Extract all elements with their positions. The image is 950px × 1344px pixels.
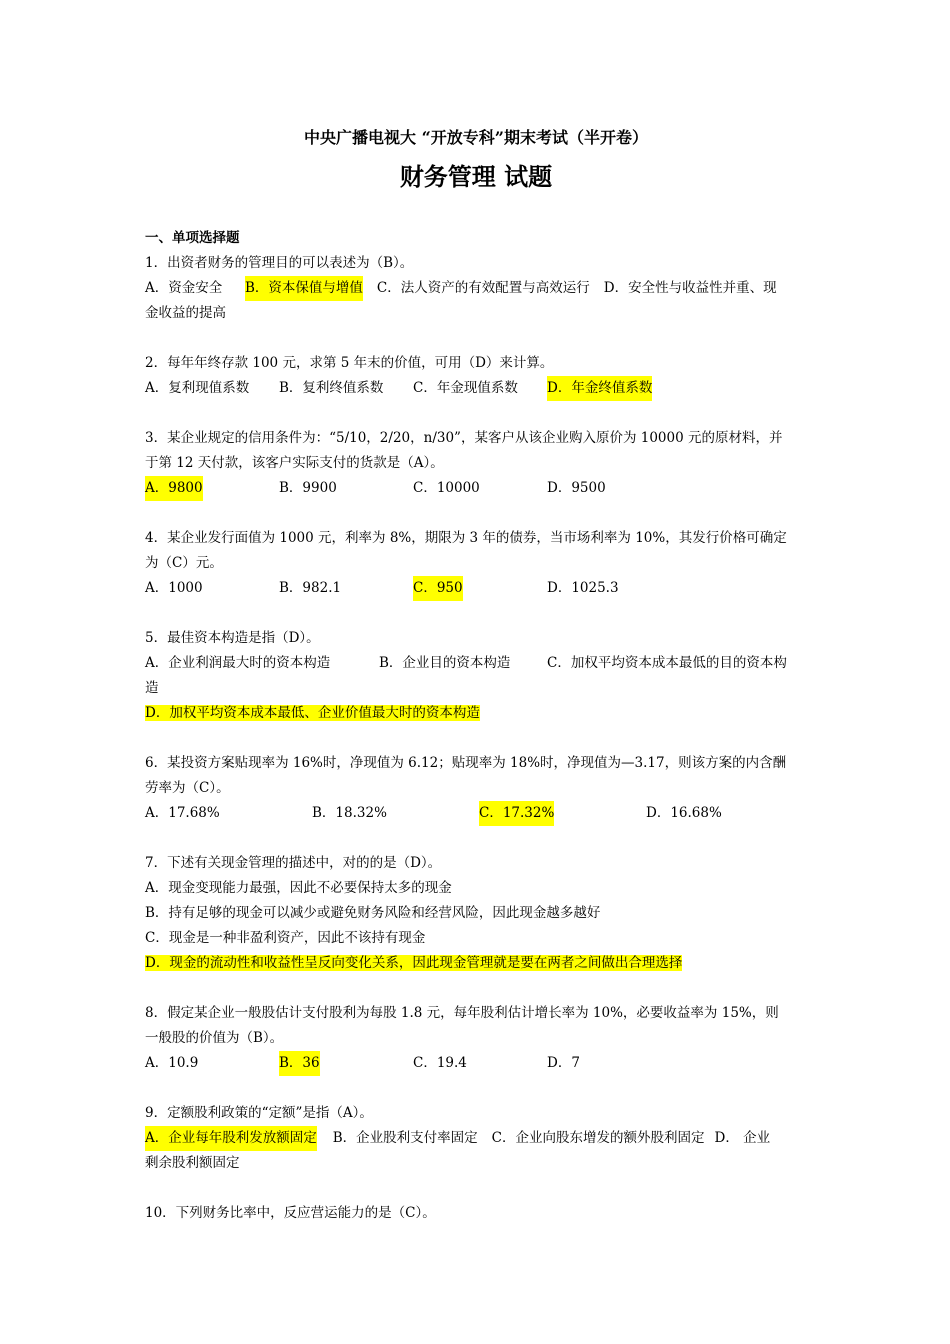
option-d-answer: D．加权平均资本成本最低、企业价值最大时的资本构造 [145, 705, 480, 721]
question-6 [145, 751, 807, 826]
option-c: C．企业向股东增发的额外股利固定 [491, 1130, 705, 1146]
option-a: A．1000 [145, 580, 203, 596]
question-8 [145, 1001, 807, 1076]
option-a-answer: A．9800 [145, 476, 203, 501]
option-a-answer: A．企业每年股利发放额固定 [145, 1126, 317, 1151]
option-continuation: 金收益的提高 [145, 305, 226, 321]
option-b: B．持有足够的现金可以减少或避免财务风险和经营风险，因此现金越多越好 [145, 905, 601, 921]
question-stem: 3．某企业规定的信用条件为：“5/10，2/20，n/30”，某客户从该企业购入原价为 10000 元的原材料，并 [145, 430, 783, 446]
option-c-answer: C．17.32% [479, 801, 554, 826]
option-a: A．企业利润最大时的资本构造 [145, 655, 331, 671]
option-d: D．9500 [547, 480, 606, 496]
question-stem-cont: 于第 12 天付款，该客户实际支付的货款是（A）。 [145, 455, 444, 471]
option-b: B．企业股利支付率固定 [332, 1130, 478, 1146]
option-c: C．加权平均资本成本最低的目的资本构 [547, 655, 787, 671]
question-7 [145, 851, 807, 976]
option-a: A．现金变现能力最强，因此不必要保持太多的现金 [145, 880, 452, 896]
question-4 [145, 526, 807, 601]
options-row [145, 276, 807, 301]
question-2 [145, 351, 807, 401]
question-5 [145, 626, 807, 726]
option-c: C．法人资产的有效配置与高效运行 [376, 280, 590, 296]
options-row [145, 576, 807, 601]
question-1 [145, 251, 807, 326]
question-stem-cont: 劳率为（C）。 [145, 780, 230, 796]
option-c: C．10000 [413, 480, 480, 496]
option-d: D． 企业 [714, 1130, 771, 1146]
option-b-answer: B．资本保值与增值 [245, 276, 363, 301]
question-stem: 6．某投资方案贴现率为 16%时，净现值为 6.12；贴现率为 18%时，净现值为—3.17，则该方案的内含酬 [145, 755, 787, 771]
option-d: D．1025.3 [547, 580, 619, 596]
option-c: C．现金是一种非盈利资产，因此不该持有现金 [145, 930, 426, 946]
question-stem: 9．定额股利政策的“定额”是指（A）。 [145, 1105, 373, 1121]
option-b: B．复利终值系数 [279, 380, 384, 396]
option-b: B．9900 [279, 480, 337, 496]
question-stem: 4．某企业发行面值为 1000 元，利率为 8%，期限为 3 年的债券，当市场利率为 10%，其发行价格可确定 [145, 530, 787, 546]
options-row [145, 376, 807, 401]
question-stem: 10．下列财务比率中，反应营运能力的是（C）。 [145, 1205, 436, 1221]
question-stem-cont: 一般股的价值为（B）。 [145, 1030, 284, 1046]
question-stem: 1．出资者财务的管理目的可以表述为（B）。 [145, 255, 414, 271]
option-d-answer: D．现金的流动性和收益性呈反向变化关系，因此现金管理就是要在两者之间做出合理选择 [145, 955, 683, 971]
option-c-answer: C．950 [413, 576, 463, 601]
option-d: D．7 [547, 1055, 580, 1071]
option-d: D．16.68% [646, 805, 722, 821]
option-a: A．资金安全 [145, 280, 223, 296]
option-a: A．17.68% [145, 805, 220, 821]
option-continuation: 剩余股利额固定 [145, 1155, 240, 1171]
exam-header: 中央广播电视大 “开放专科”期末考试（半开卷） [304, 128, 648, 147]
options-row [145, 476, 807, 501]
options-row [145, 651, 807, 676]
question-list [145, 226, 807, 1226]
exam-title: 财务管理 试题 [399, 162, 553, 191]
option-b: B．企业目的资本构造 [379, 655, 511, 671]
option-d: D．安全性与收益性并重、现 [603, 280, 777, 296]
option-d-answer: D．年金终值系数 [547, 376, 652, 401]
options-row [145, 1126, 807, 1151]
option-continuation: 造 [145, 680, 159, 696]
question-stem: 8．假定某企业一般股估计支付股利为每股 1.8 元，每年股利估计增长率为 10%，必要收益率为 15%，则 [145, 1005, 779, 1021]
question-stem: 5．最佳资本构造是指（D）。 [145, 630, 320, 646]
options-row [145, 1051, 807, 1076]
question-3 [145, 426, 807, 501]
section-heading: 一、单项选择题 [145, 230, 240, 246]
option-c: C．年金现值系数 [413, 380, 518, 396]
options-row [145, 801, 807, 826]
question-stem: 2．每年年终存款 100 元，求第 5 年末的价值，可用（D）来计算。 [145, 355, 554, 371]
option-b: B．18.32% [312, 805, 387, 821]
question-stem-cont: 为（C）元。 [145, 555, 223, 571]
question-9 [145, 1101, 807, 1176]
question-10 [145, 1201, 807, 1226]
option-a: A．10.9 [145, 1055, 199, 1071]
option-c: C．19.4 [413, 1055, 467, 1071]
option-a: A．复利现值系数 [145, 380, 250, 396]
option-b-answer: B．36 [279, 1051, 320, 1076]
option-b: B．982.1 [279, 580, 342, 596]
question-stem: 7．下述有关现金管理的描述中，对的的是（D）。 [145, 855, 442, 871]
